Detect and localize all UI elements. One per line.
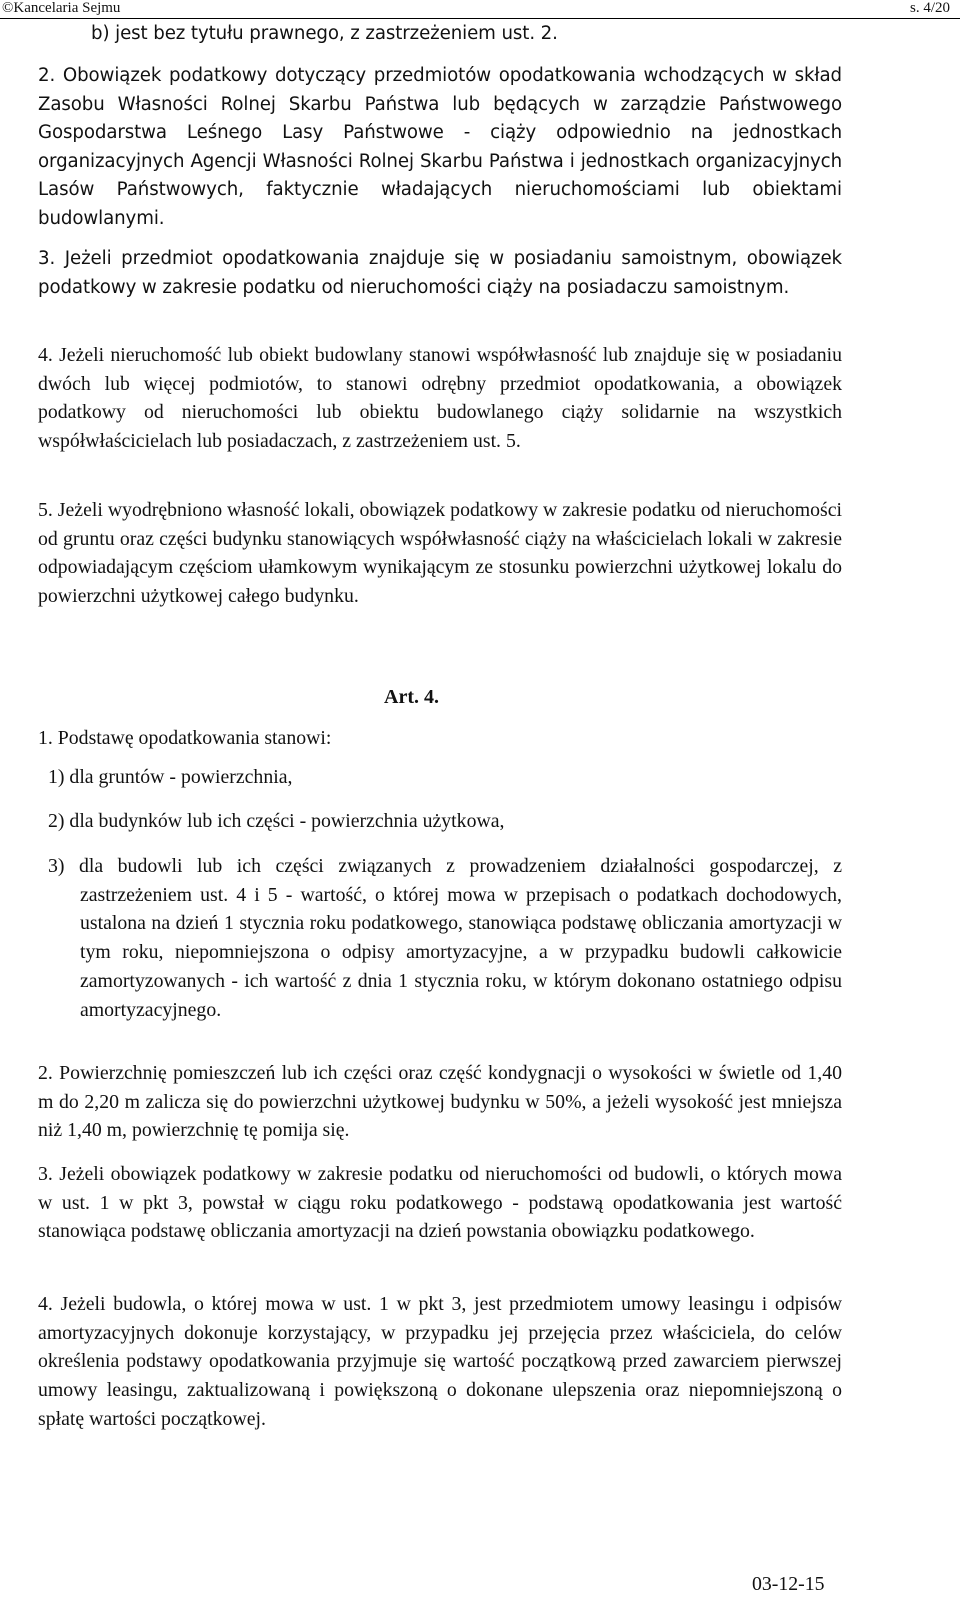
- item-b: b) jest bez tytułu prawnego, z zastrzeżeniem ust. 2.: [91, 23, 558, 44]
- art4-paragraph-3: 3. Jeżeli obowiązek podatkowy w zakresie podatku od nieruchomości od budowli, o których mowa w ust. 1 w pkt 3, powstał w ciągu roku podatkowego - podstawą opodatkowania jest wartość stanowiąca podstawę obliczania amortyzacji na dzień powstania obowiązku podatkowego.: [38, 1163, 842, 1243]
- art4-paragraph-4: 4. Jeżeli budowla, o której mowa w ust. 1 w pkt 3, jest przedmiotem umowy leasingu i odpisów amortyzacyjnych dokonuje korzystający, w przypadku jej przejęcia przez właściciela, do celów określenia podstawy opodatkowania przyjmuje się wartość początkową przed zawarciem pierwszej umowy leasingu, zaktualizowaną i powiększoną o dokonane ulepszenia oraz niepomniejszoną o spłatę wartości początkowej.: [38, 1293, 842, 1430]
- footer-date: 03-12-15: [752, 1573, 825, 1595]
- art4-point-1: 1) dla gruntów - powierzchnia,: [48, 766, 293, 788]
- art3-paragraph-3: 3. Jeżeli przedmiot opodatkowania znajduje się w posiadaniu samoistnym, obowiązek podatkowy w zakresie podatku od nieruchomości ciąży na posiadaczu samoistnym.: [38, 248, 842, 298]
- art4-paragraph-2: 2. Powierzchnię pomieszczeń lub ich części oraz część kondygnacji o wysokości w świetle od 1,40 m do 2,20 m zalicza się do powierzchni użytkowej budynku w 50%, a jeżeli wysokość jest mniejsza niż 1,40 m, powierzchnię tę pomija się.: [38, 1062, 842, 1142]
- art3-paragraph-4: 4. Jeżeli nieruchomość lub obiekt budowlany stanowi współwłasność lub znajduje się w posiadaniu dwóch lub więcej podmiotów, to stanowi odrębny przedmiot opodatkowania, a obowiązek podatkowy od nieruchomości lub obiektu budowlanego ciąży solidarnie na wszystkich współwłaścicielach lub posiadaczach, z zastrzeżeniem ust. 5.: [38, 344, 842, 453]
- art3-paragraph-2: 2. Obowiązek podatkowy dotyczący przedmiotów opodatkowania wchodzących w skład Zasobu Własności Rolnej Skarbu Państwa lub będących w zarządzie Państwowego Gospodarstwa Leśnego Lasy Państwowe - ciąży odpowiednio na jednostkach organizacyjnych Agencji Własności Rolnej Skarbu Państwa i jednostkach organizacyjnych Lasów Państwowych, faktycznie władających nieruchomościami lub obiektami budowlanymi.: [38, 65, 842, 229]
- article-heading: Art. 4.: [384, 686, 439, 708]
- art4-point-3: 3) dla budowli lub ich części związanych z prowadzeniem działalności gospodarczej, z zastrzeżeniem ust. 4 i 5 - wartość, o której mowa w przepisach o podatkach dochodowych, ustalona na dzień 1 stycznia roku podatkowego, stanowiąca podstawę obliczania amortyzacji w tym roku, niepomniejszona o odpisy amortyzacyjne, a w przypadku budowli całkowicie zamortyzowanych - ich wartość z dnia 1 stycznia roku, w którym dokonano ostatniego odpisu amortyzacyjnego.: [48, 855, 842, 1021]
- art4-point-2: 2) dla budynków lub ich części - powierzchnia użytkowa,: [48, 810, 505, 832]
- header-source: ©Kancelaria Sejmu: [2, 0, 121, 16]
- header-divider: [0, 18, 960, 19]
- art4-intro: 1. Podstawę opodatkowania stanowi:: [38, 727, 332, 749]
- header-page-number: s. 4/20: [909, 0, 950, 16]
- art3-paragraph-5: 5. Jeżeli wyodrębniono własność lokali, obowiązek podatkowy w zakresie podatku od nieruchomości od gruntu oraz części budynku stanowiących współwłasność ciąży na właścicielach lokali w zakresie odpowiadającym częściom ułamkowym wynikającym ze stosunku powierzchni użytkowej lokalu do powierzchni użytkowej całego budynku.: [38, 499, 842, 608]
